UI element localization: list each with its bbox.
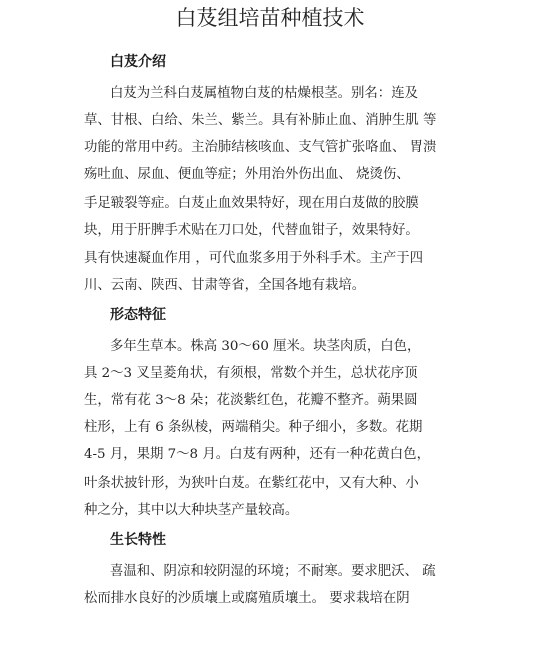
paragraph-line: 多年生草本。株高 30～60 厘米。块茎肉质，白色， bbox=[110, 339, 421, 354]
paragraph-line: 白芨为兰科白芨属植物白芨的枯燥根茎。别名：连及 bbox=[110, 86, 418, 101]
paragraph-line: 种之分，其中以大种块茎产量较高。 bbox=[84, 503, 299, 518]
paragraph-line: 喜温和、阴凉和较阴湿的环境；不耐寒。要求肥沃、 疏 bbox=[110, 564, 436, 579]
paragraph-line: 块，用于肝脾手术贴在刀口处，代替血钳子，效果特好。 bbox=[84, 223, 419, 238]
paragraph-line: 柱形，上有 6 条纵棱，两端稍尖。种子细小，多数。花期 bbox=[84, 420, 423, 435]
paragraph-line: 川、云南、陕西、甘肃等省，全国各地有栽培。 bbox=[84, 278, 366, 293]
paragraph-line: 具 2～3 叉呈菱角状，有须根，常数个并生，总状花序顶 bbox=[84, 366, 418, 381]
paragraph-line: 松而排水良好的沙质壤上或腐殖质壤土。 要求栽培在阴 bbox=[84, 591, 410, 606]
section-heading-introduction: 白芨介绍 bbox=[110, 54, 166, 70]
paragraph-line: 4-5 月，果期 7～8 月。白芨有两种，还有一种花黄白色， bbox=[84, 447, 430, 462]
section-heading-growth-habits: 生长特性 bbox=[110, 532, 166, 548]
paragraph-line: 功能的常用中药。主治肺结核咳血、支气管扩张咯血、 胃溃 bbox=[84, 140, 437, 155]
document-title: 白芨组培苗种植技术 bbox=[175, 6, 365, 30]
section-heading-morphology: 形态特征 bbox=[110, 307, 166, 323]
paragraph-line: 手足皲裂等症。白芨止血效果特好，现在用白芨做的胶膜 bbox=[84, 196, 419, 211]
paragraph-line: 叶条状披针形，为狭叶白芨。在紫红花中，又有大种、小 bbox=[84, 476, 419, 491]
paragraph-line: 殇吐血、尿血、便血等症；外用治外伤出血、 烧烫伤、 bbox=[84, 167, 410, 182]
paragraph-line: 草、甘根、白给、朱兰、紫兰。具有补肺止血、消肿生肌 等 bbox=[84, 113, 437, 128]
paragraph-line: 生，常有花 3～8 朵；花淡紫红色，花瓣不整齐。蒴果圆 bbox=[84, 393, 418, 408]
paragraph-line: 具有快速凝血作用 ，可代血浆多用于外科手术。主产于四 bbox=[84, 251, 424, 266]
